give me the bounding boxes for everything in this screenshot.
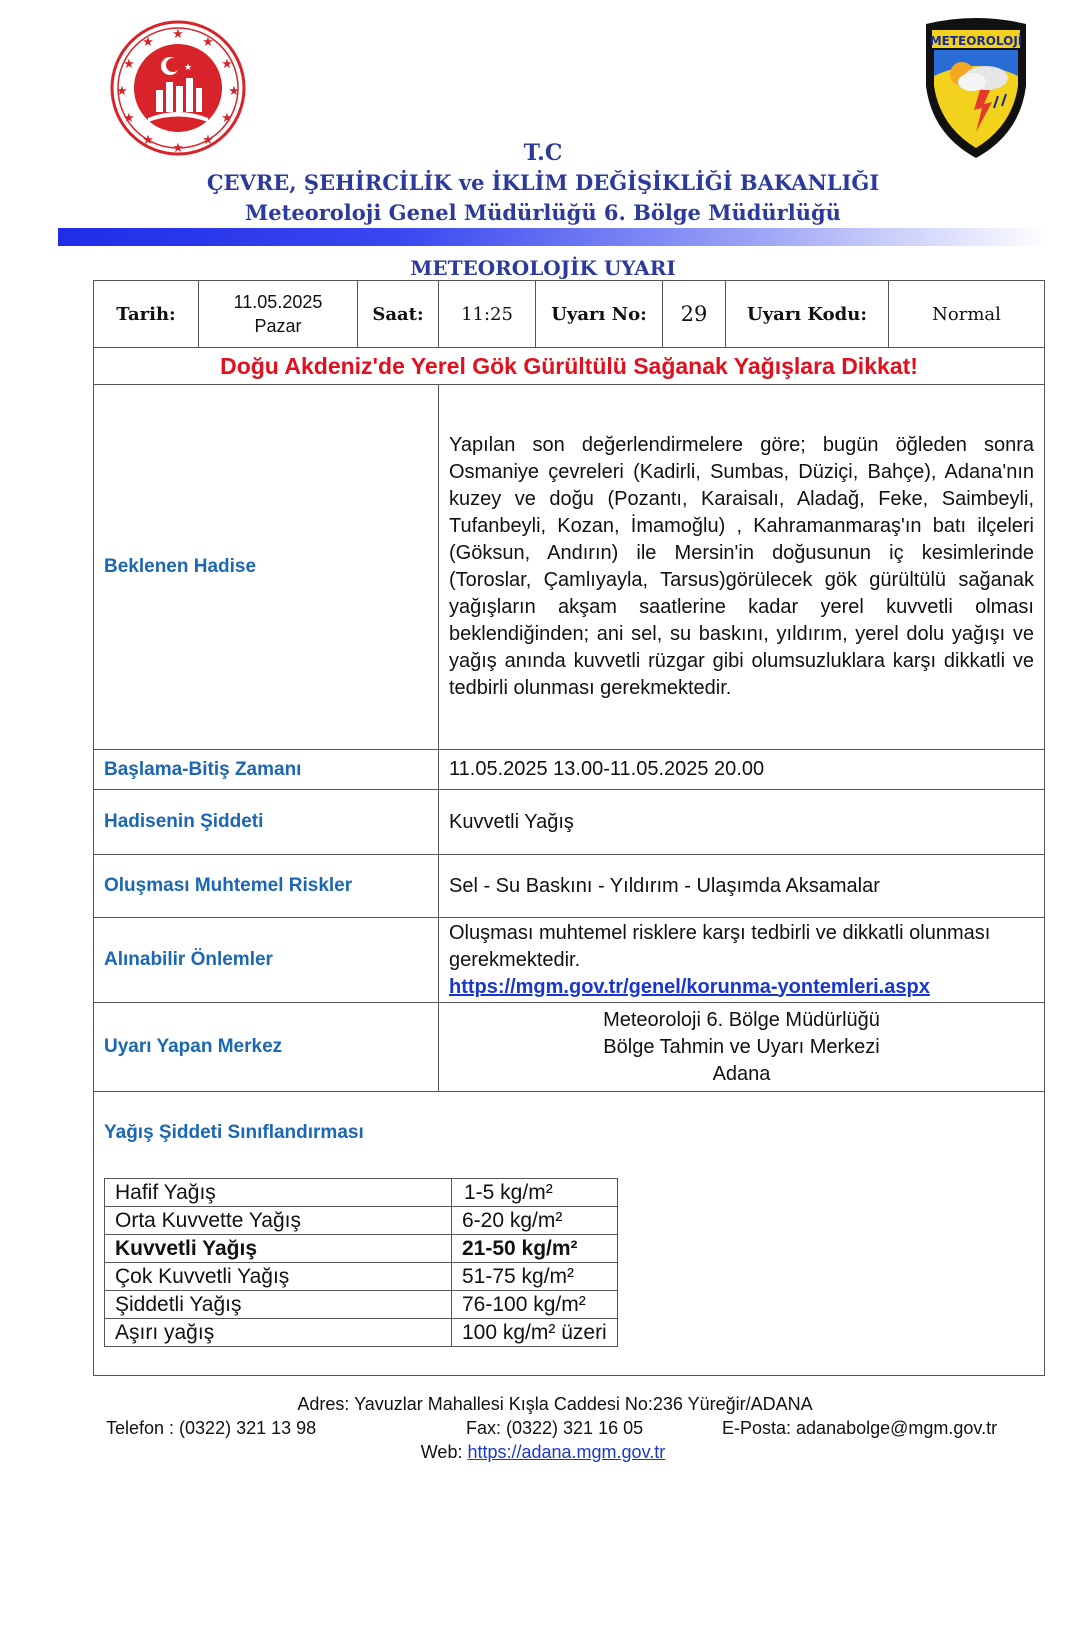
classification-cell — [94, 1092, 1045, 1376]
svg-text:★: ★ — [228, 84, 240, 99]
mgm-logo-text: METEOROLOJİ — [929, 34, 1023, 48]
footer-web-link[interactable]: https://adana.mgm.gov.tr — [467, 1442, 666, 1462]
classification-range: 6-20 kg/m² — [452, 1207, 618, 1235]
classification-item — [105, 1291, 618, 1319]
classification-range: 1-5 kg/m² — [452, 1179, 618, 1207]
classification-name: Orta Kuvvette Yağış — [105, 1207, 452, 1235]
center-line-3: Adana — [712, 1062, 771, 1085]
center-cell — [439, 1003, 1045, 1092]
classification-list — [104, 1178, 618, 1347]
meta-row — [94, 281, 1045, 348]
classification-name: Kuvvetli Yağış — [105, 1235, 452, 1263]
severity-label: Hadisenin Şiddeti — [94, 790, 439, 855]
footer-phone: Telefon : (0322) 321 13 98 — [106, 1418, 317, 1438]
classification-item — [105, 1179, 618, 1207]
precautions-cell — [439, 918, 1045, 1003]
severity-row — [94, 790, 1045, 855]
classification-name: Hafif Yağış — [105, 1179, 452, 1207]
precautions-text: Oluşması muhtemel risklere karşı tedbirli ve dikkatli olunması gerekmektedir. — [449, 921, 991, 971]
svg-text:★: ★ — [123, 57, 135, 72]
date-value: 11.05.2025 — [233, 292, 323, 312]
svg-text:★: ★ — [202, 35, 214, 50]
headline-row — [94, 348, 1045, 385]
risks-label: Oluşması Muhtemel Riskler — [94, 855, 439, 918]
center-row — [94, 1003, 1045, 1092]
warning-no-value: 29 — [663, 281, 726, 348]
start-end-label: Başlama-Bitiş Zamanı — [94, 750, 439, 790]
warning-headline: Doğu Akdeniz'de Yerel Gök Gürültülü Sağanak Yağışlara Dikkat! — [94, 348, 1045, 385]
svg-text:★: ★ — [123, 111, 135, 126]
severity-value: Kuvvetli Yağış — [439, 790, 1045, 855]
classification-item — [105, 1207, 618, 1235]
svg-text:★: ★ — [221, 111, 233, 126]
risks-value: Sel - Su Baskını - Yıldırım - Ulaşımda Aksamalar — [439, 855, 1045, 918]
date-cell — [199, 281, 358, 348]
ministry-seal-logo — [108, 18, 248, 158]
svg-text:★: ★ — [142, 35, 154, 50]
center-label: Uyarı Yapan Merkez — [94, 1003, 439, 1092]
precautions-label: Alınabilir Önlemler — [94, 918, 439, 1003]
svg-text:★: ★ — [172, 27, 184, 42]
start-end-row — [94, 750, 1045, 790]
svg-text:★: ★ — [184, 63, 193, 73]
classification-range: 21-50 kg/m² — [452, 1235, 618, 1263]
footer-email: E-Posta: adanabolge@mgm.gov.tr — [722, 1418, 998, 1438]
svg-text:★: ★ — [172, 141, 184, 156]
start-end-value: 11.05.2025 13.00-11.05.2025 20.00 — [439, 750, 1045, 790]
warning-no-label: Uyarı No: — [536, 281, 663, 348]
header-directorate: Meteoroloji Genel Müdürlüğü 6. Bölge Müdürlüğü — [245, 200, 841, 225]
classification-item — [105, 1263, 618, 1291]
footer-address: Adres: Yavuzlar Mahallesi Kışla Caddesi No:236 Yüreğir/ADANA — [297, 1394, 813, 1414]
protection-methods-link[interactable]: https://mgm.gov.tr/genel/korunma-yontemleri.aspx — [449, 975, 930, 998]
classification-range: 76-100 kg/m² — [452, 1291, 618, 1319]
classification-name: Şiddetli Yağış — [105, 1291, 452, 1319]
classification-name: Aşırı yağış — [105, 1319, 452, 1347]
classification-item-active — [105, 1235, 618, 1263]
document-title: METEOROLOJİK UYARI — [410, 256, 676, 280]
svg-text:★: ★ — [142, 133, 154, 148]
classification-range: 100 kg/m² üzeri — [452, 1319, 618, 1347]
warning-code-value: Normal — [889, 281, 1045, 348]
header-tc: T.C — [523, 140, 563, 166]
expected-event-label: Beklenen Hadise — [94, 385, 439, 750]
classification-name: Çok Kuvvetli Yağış — [105, 1263, 452, 1291]
warning-code-label: Uyarı Kodu: — [726, 281, 889, 348]
time-value: 11:25 — [439, 281, 536, 348]
header-gradient-bar — [58, 228, 1048, 246]
svg-text:★: ★ — [116, 84, 128, 99]
time-label: Saat: — [358, 281, 439, 348]
day-value: Pazar — [254, 316, 302, 336]
risks-row — [94, 855, 1045, 918]
classification-item — [105, 1319, 618, 1347]
warning-table — [93, 280, 1045, 1376]
svg-text:★: ★ — [202, 133, 214, 148]
classification-range: 51-75 kg/m² — [452, 1263, 618, 1291]
footer-web-line — [0, 1442, 1086, 1463]
expected-event-row — [94, 385, 1045, 750]
expected-event-text: Yapılan son değerlendirmelere göre; bugün öğleden sonra Osmaniye çevreleri (Kadirli, Sumbas, Düziçi, Bahçe), Adana'nın kuzey ve doğu (Pozantı, Karaisalı, Aladağ, Feke, Saimbeyli, Tufanbeyli, Kozan, İmamoğlu) , Kahramanmaraş'ın batı ilçeleri (Göksun, Andırın) ile Mersin'in doğusunun iç kesimlerinde (Toroslar, Çamlıyayla, Tarsus)görülecek gök gürültülü sağanak yağışların akşam saatlerine kadar yerel kuvvetli olması beklendiğinden; ani sel, su baskını, yıldırım, yerel dolu yağışı ve yağış anında kuvvetli rüzgar gibi olumsuzluklara karşı dikkatli ve tedbirli olunması gerekmektedir. — [439, 385, 1045, 750]
center-line-1: Meteoroloji 6. Bölge Müdürlüğü — [603, 1008, 880, 1031]
classification-title: Yağış Şiddeti Sınıflandırması — [104, 1122, 364, 1143]
footer-fax: Fax: (0322) 321 16 05 — [466, 1418, 644, 1438]
date-label: Tarih: — [94, 281, 199, 348]
classification-row — [94, 1092, 1045, 1376]
center-line-2: Bölge Tahmin ve Uyarı Merkezi — [603, 1035, 880, 1058]
svg-text:★: ★ — [221, 57, 233, 72]
precautions-row — [94, 918, 1045, 1003]
header-ministry: ÇEVRE, ŞEHİRCİLİK ve İKLİM DEĞİŞİKLİĞİ BAKANLIĞI — [206, 170, 880, 195]
footer-web-label: Web: — [420, 1442, 463, 1462]
